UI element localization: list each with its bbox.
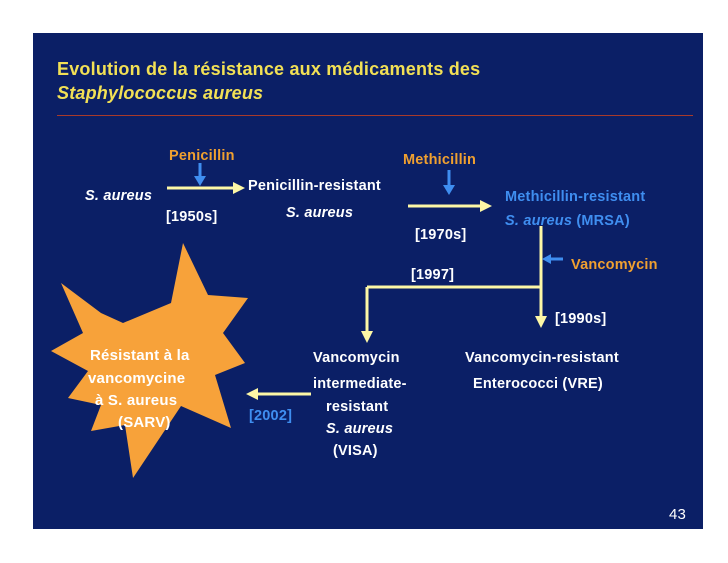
date-1997: [1997] [411,267,455,283]
node-visa-line4: S. aureus [326,421,394,437]
arrowhead-vre [535,316,547,328]
node-visa-line5: (VISA) [333,443,378,459]
node-penicillin-resistant-line2: S. aureus [286,205,354,221]
node-sarv-line3: à S. aureus [95,392,178,409]
slide-title-line1: Evolution de la résistance aux médicaments des [57,59,481,79]
arrowhead-sarv [246,388,258,400]
node-sarv-line4: (SARV) [118,414,171,431]
node-vre-line1: Vancomycin-resistant [465,350,619,366]
date-1970s: [1970s] [415,227,467,243]
drug-penicillin: Penicillin [169,148,235,164]
slide-title-line2: Staphylococcus aureus [57,83,264,103]
arrowhead-1 [233,182,245,194]
arrowhead-visa [361,331,373,343]
node-sarv-line1: Résistant à la [90,347,190,364]
drug-vancomycin: Vancomycin [571,257,658,273]
node-mrsa-line2 [505,213,630,229]
node-s-aureus: S. aureus [85,188,153,204]
page-number: 43 [669,506,687,523]
node-vre-line2: Enterococci (VRE) [473,376,603,392]
vancomycin-arrowhead [542,254,551,264]
penicillin-arrowhead [194,176,206,186]
drug-methicillin: Methicillin [403,152,477,168]
date-2002: [2002] [249,408,293,424]
arrowhead-2 [480,200,492,212]
node-penicillin-resistant-line1: Penicillin-resistant [248,178,381,194]
node-visa-line1: Vancomycin [313,350,400,366]
methicillin-arrowhead [443,185,455,195]
mrsa-abbrev: (MRSA) [576,213,630,229]
node-sarv-line2: vancomycine [88,370,186,387]
node-visa-line3: resistant [326,399,389,415]
date-1990s: [1990s] [555,311,607,327]
node-visa-line2: intermediate- [313,376,407,392]
mrsa-species: S. aureus [505,213,573,229]
slide [33,33,703,529]
date-1950s: [1950s] [166,209,218,225]
node-mrsa-line1: Methicillin-resistant [505,189,646,205]
